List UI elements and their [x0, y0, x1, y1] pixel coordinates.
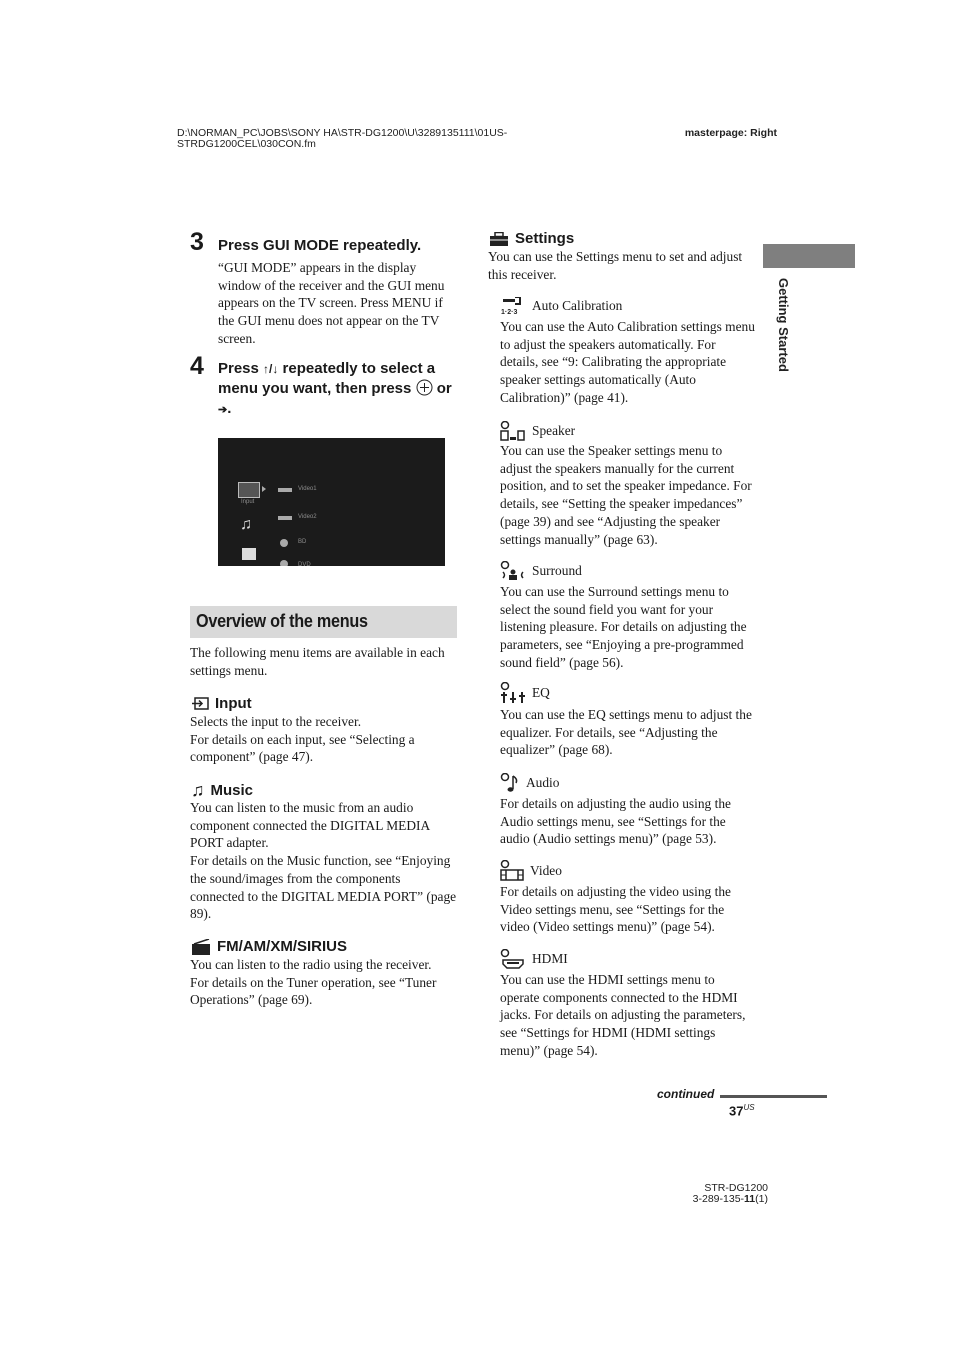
step-3-body: “GUI MODE” appears in the display window of the receiver and the GUI menu appears on the TV screen. Press MENU if the GUI menu does not appear on the TV screen.	[218, 260, 445, 346]
gui-menu-screenshot	[218, 438, 445, 566]
settings-item-hdmi-body: You can use the HDMI settings menu to operate components connected to the HDMI jacks. For details on adjusting the parameters, see “Settings for HDMI (HDMI settings menu)” (page 54).	[500, 972, 746, 1058]
side-tab-bar	[763, 244, 855, 268]
section-music-header	[191, 781, 253, 799]
right-arrow-icon: ➔	[218, 404, 228, 416]
section-tuner-header	[191, 938, 347, 955]
continued-rule	[720, 1095, 827, 1098]
settings-item-hdmi-title: HDMI	[532, 951, 568, 966]
section-input-line1: Selects the input to the receiver.	[190, 714, 362, 729]
section-tuner-line1: You can listen to the radio using the receiver.	[190, 957, 432, 972]
speaker-icon	[500, 421, 526, 441]
selection-arrow-icon	[262, 486, 266, 492]
step-4-text-d: .	[227, 400, 232, 417]
part-code-b: 11	[744, 1193, 756, 1205]
settings-item-speaker-body: You can use the Speaker settings menu to adjust the speakers manually for the current position, and to set the speaker impedance. For details, see “Setting the speaker impedances” (page 39) and see “Adjusting the speaker settings manually” (page 63).	[500, 443, 752, 547]
input-icon	[191, 697, 209, 710]
settings-item-surround-title: Surround	[532, 563, 582, 578]
side-tab-label: Getting Started	[776, 278, 791, 372]
step-4-number: 4	[190, 352, 204, 380]
toolbox-icon	[489, 232, 509, 246]
screen-item-video2: Video2	[298, 514, 317, 520]
screen-music-icon: ♫	[240, 516, 252, 533]
section-music-line2: For details on the Music function, see “Enjoying the sound/images from the components connected to the DIGITAL MEDIA PORT” (page 89).	[190, 853, 457, 922]
part-code-a: 3-289-135-	[692, 1193, 745, 1205]
auto-calibration-icon	[500, 297, 526, 315]
settings-item-audio-body: For details on adjusting the audio using the Audio settings menu, see “Settings for the audio (Audio settings menu)” (page 53).	[500, 796, 731, 847]
settings-item-speaker-header	[500, 421, 575, 441]
section-music-line1: You can listen to the music from an audio component connected the DIGITAL MEDIA PORT adapter.	[190, 800, 430, 851]
enter-button-icon	[416, 379, 433, 396]
hdmi-icon	[500, 949, 526, 969]
step-4-text-c: or	[436, 380, 452, 397]
section-tuner-line2: For details on the Tuner operation, see “Tuner Operations” (page 69).	[190, 974, 437, 1008]
video-icon	[500, 860, 524, 881]
file-path-line1: D:\NORMAN_PC\JOBS\SONY HA\STR-DG1200\U\3289135111\01US-	[177, 127, 508, 139]
settings-item-surround-body: You can use the Surround settings menu to select the sound field you want for your listening pleasure. For details on adjusting the parameters, see “Enjoying a pre-programmed sound field” (page 56).	[500, 584, 747, 670]
page-number	[729, 1103, 755, 1118]
page-number-suffix: US	[743, 1103, 755, 1112]
screen-item-video1: Video1	[298, 486, 317, 492]
settings-header	[489, 230, 574, 247]
surround-icon	[500, 561, 526, 581]
step-4-title	[218, 359, 460, 420]
section-music-body	[190, 799, 458, 923]
masterpage-label: masterpage: Right	[684, 127, 777, 139]
screen-dvd-icon	[280, 560, 288, 566]
file-path-line2: STRDG1200CEL\030CON.fm	[177, 138, 316, 150]
overview-intro: The following menu items are available in each settings menu.	[190, 645, 445, 678]
page-number-value: 37	[729, 1103, 744, 1119]
screen-bd-icon	[280, 539, 288, 547]
settings-item-hdmi-header	[500, 949, 568, 969]
settings-item-eq-title: EQ	[532, 685, 550, 700]
screen-item-bd: BD	[298, 539, 307, 545]
section-input-header	[191, 695, 252, 712]
settings-intro: You can use the Settings menu to set and adjust this receiver.	[488, 249, 743, 282]
settings-item-speaker-title: Speaker	[532, 423, 576, 438]
continued-label: continued	[657, 1087, 715, 1101]
up-down-arrows-icon: ↑/↓	[263, 362, 279, 376]
step-3-number: 3	[190, 228, 204, 256]
overview-heading: Overview of the menus	[196, 611, 368, 631]
section-music-title: Music	[210, 781, 254, 799]
settings-item-surround-header	[500, 561, 582, 581]
section-input-title: Input	[215, 695, 252, 712]
section-tuner-title: FM/AM/XM/SIRIUS	[217, 938, 347, 955]
step-3-title: Press GUI MODE repeatedly.	[218, 237, 422, 254]
input-selected-icon	[238, 482, 260, 498]
radio-tuner-icon	[191, 939, 211, 955]
audio-icon	[500, 773, 520, 793]
settings-item-auto-calibration-body: You can use the Auto Calibration settings menu to adjust the speakers automatically. For details, see “9: Calibrating the appropriate speaker settings automatically (Auto Calibration)” (page 41).	[500, 319, 755, 405]
section-input-body	[190, 713, 458, 766]
screen-video2-icon	[278, 516, 292, 520]
part-code	[693, 1194, 768, 1205]
settings-title: Settings	[515, 230, 575, 247]
part-code-c: (1)	[755, 1193, 768, 1205]
step-4-text-b: repeatedly to select a menu you want, then press	[218, 360, 436, 397]
settings-item-auto-calibration-title: Auto Calibration	[532, 298, 623, 313]
settings-item-auto-calibration-header	[500, 297, 622, 315]
settings-item-eq-body: You can use the EQ settings menu to adjust the equalizer. For details, see “Adjusting the equalizer” (page 68).	[500, 707, 752, 758]
screen-tuner-icon	[242, 548, 256, 560]
music-note-icon: ♫	[191, 780, 205, 800]
settings-item-eq-header	[500, 682, 550, 704]
screen-selected-label: Input	[241, 499, 255, 505]
overview-heading-box	[190, 606, 457, 638]
settings-item-video-body: For details on adjusting the video using the Video settings menu, see “Settings for the video (Video settings menu)” (page 54).	[500, 884, 731, 935]
settings-item-audio-header	[500, 773, 559, 793]
model-number: STR-DG1200	[704, 1182, 768, 1194]
section-input-line2: For details on each input, see “Selecting a component” (page 47).	[190, 731, 415, 765]
eq-icon	[500, 682, 526, 704]
section-tuner-body	[190, 956, 458, 1009]
svg-text:1·2·3: 1·2·3	[501, 309, 518, 315]
settings-item-audio-title: Audio	[526, 775, 560, 790]
settings-item-video-header	[500, 860, 562, 881]
screen-video1-icon	[278, 488, 292, 492]
step-4-text-a: Press	[218, 360, 264, 377]
file-path	[177, 128, 507, 150]
screen-item-dvd: DVD	[298, 562, 311, 566]
settings-item-video-title: Video	[530, 862, 562, 878]
